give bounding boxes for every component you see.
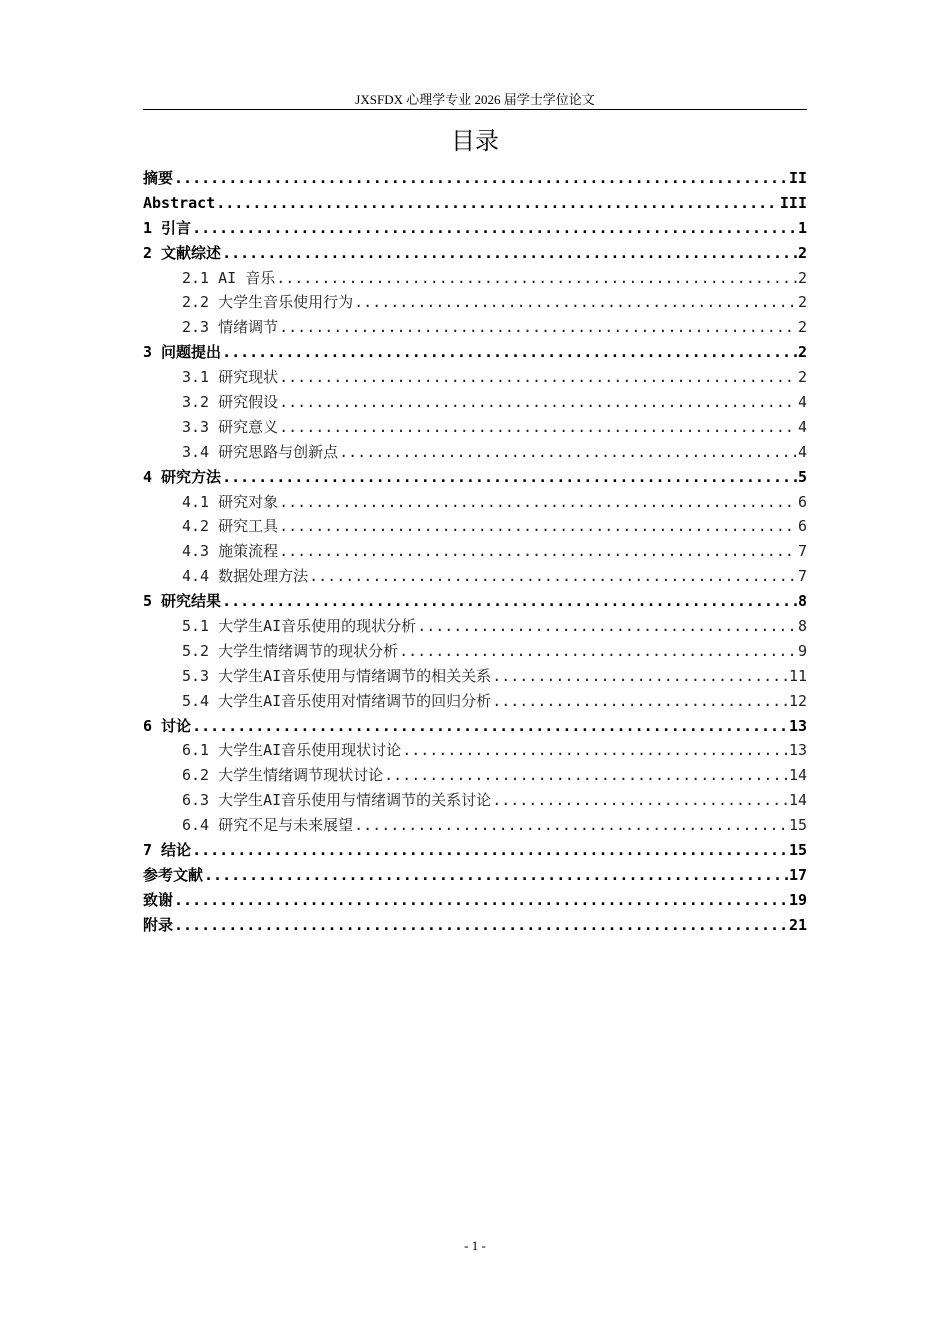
toc-entry-chapter[interactable] (143, 465, 807, 490)
toc-entry-section[interactable] (143, 614, 807, 639)
dot-leader (399, 639, 797, 664)
dot-leader (222, 241, 797, 266)
dot-leader (192, 838, 788, 863)
toc-entry-chapter[interactable] (143, 838, 807, 863)
toc-entry-label: 6.4 研究不足与未来展望 (182, 816, 354, 835)
toc-entry-label: 5.4 大学生AI音乐使用对情绪调节的回归分析 (182, 691, 492, 710)
toc-entry-section[interactable] (143, 639, 807, 664)
toc-entry-label: 2.2 大学生音乐使用行为 (182, 293, 354, 312)
toc-entry-section[interactable] (143, 813, 807, 838)
toc-entry-page: 2 (797, 293, 807, 312)
toc-entry-label: 3.2 研究假设 (182, 393, 279, 412)
dot-leader (492, 788, 788, 813)
toc-entry-page: 6 (797, 492, 807, 511)
dot-leader (279, 539, 797, 564)
toc-entry-page: 8 (797, 592, 807, 611)
dot-leader (174, 888, 788, 913)
toc-entry-page: 7 (797, 542, 807, 561)
toc-entry-page: 4 (797, 417, 807, 436)
toc-entry-page: 1 (797, 218, 807, 237)
toc-entry-section[interactable] (143, 390, 807, 415)
toc-entry-page: 17 (788, 865, 807, 884)
toc-entry-chapter[interactable] (143, 191, 807, 216)
dot-leader (402, 738, 788, 763)
toc-entry-section[interactable] (143, 290, 807, 315)
dot-leader (192, 216, 797, 241)
toc-entry-chapter[interactable] (143, 888, 807, 913)
toc-entry-page: 2 (797, 318, 807, 337)
running-header: JXSFDX 心理学专业 2026 届学士学位论文 (355, 92, 595, 107)
dot-leader (279, 514, 797, 539)
toc-entry-chapter[interactable] (143, 340, 807, 365)
toc-entry-section[interactable] (143, 490, 807, 515)
toc-entry-label: 6.1 大学生AI音乐使用现状讨论 (182, 741, 402, 760)
toc-entry-section[interactable] (143, 689, 807, 714)
toc-entry-label: 4.4 数据处理方法 (182, 567, 309, 586)
dot-leader (174, 913, 788, 938)
dot-leader (279, 390, 797, 415)
toc-entry-label: 3 问题提出 (143, 343, 222, 362)
toc-entry-page: 13 (788, 741, 807, 760)
toc-entry-page: 11 (788, 666, 807, 685)
toc-entry-chapter[interactable] (143, 241, 807, 266)
header-rule (143, 109, 807, 110)
toc-entry-label: 5.1 大学生AI音乐使用的现状分析 (182, 617, 417, 636)
toc-entry-chapter[interactable] (143, 166, 807, 191)
toc-entry-page: 13 (788, 716, 807, 735)
dot-leader (279, 365, 797, 390)
dot-leader (276, 266, 797, 291)
toc-entry-page: 2 (797, 343, 807, 362)
toc-entry-label: 6 讨论 (143, 716, 192, 735)
dot-leader (492, 664, 788, 689)
dot-leader (216, 191, 779, 216)
toc-entry-label: 2 文献综述 (143, 243, 222, 262)
dot-leader (192, 714, 788, 739)
toc-entry-page: 4 (797, 442, 807, 461)
toc-entry-section[interactable] (143, 664, 807, 689)
toc-entry-label: 摘要 (143, 169, 174, 187)
toc-entry-section[interactable] (143, 738, 807, 763)
toc-entry-section[interactable] (143, 763, 807, 788)
toc-entry-page: 4 (797, 393, 807, 412)
toc-entry-chapter[interactable] (143, 913, 807, 938)
toc-entry-chapter[interactable] (143, 714, 807, 739)
toc-entry-label: 附录 (143, 915, 174, 934)
toc-entry-page: 15 (788, 816, 807, 835)
toc-entry-page: 14 (788, 766, 807, 785)
dot-leader (339, 440, 797, 465)
toc-entry-label: 7 结论 (143, 841, 192, 860)
toc-entry-section[interactable] (143, 788, 807, 813)
dot-leader (417, 614, 797, 639)
toc-entry-section[interactable] (143, 365, 807, 390)
toc-entry-label: 参考文献 (143, 865, 204, 884)
toc-entry-label: Abstract (143, 193, 216, 212)
page-number: - 1 - (464, 1238, 486, 1253)
toc-entry-page: 2 (797, 368, 807, 387)
dot-leader (222, 589, 797, 614)
dot-leader (492, 689, 788, 714)
toc-entry-section[interactable] (143, 266, 807, 291)
toc-entry-page: 19 (788, 890, 807, 909)
toc-entry-section[interactable] (143, 564, 807, 589)
toc-entry-page: 21 (788, 915, 807, 934)
toc-entry-label: 4.3 施策流程 (182, 542, 279, 561)
dot-leader (354, 290, 797, 315)
dot-leader (174, 166, 788, 191)
toc-entry-label: 2.1 AI 音乐 (182, 268, 276, 287)
toc-entry-label: 6.2 大学生情绪调节现状讨论 (182, 766, 384, 785)
toc-entry-label: 5 研究结果 (143, 592, 222, 611)
toc-entry-section[interactable] (143, 315, 807, 340)
toc-entry-chapter[interactable] (143, 863, 807, 888)
dot-leader (222, 340, 797, 365)
dot-leader (279, 415, 797, 440)
toc-entry-section[interactable] (143, 440, 807, 465)
dot-leader (222, 465, 797, 490)
toc-entry-label: 1 引言 (143, 218, 192, 237)
dot-leader (279, 315, 797, 340)
toc-entry-chapter[interactable] (143, 216, 807, 241)
toc-entry-label: 5.2 大学生情绪调节的现状分析 (182, 641, 399, 660)
toc-entry-page: 5 (797, 467, 807, 486)
dot-leader (384, 763, 788, 788)
toc-entry-page: 12 (788, 691, 807, 710)
toc-entry-label: 4 研究方法 (143, 467, 222, 486)
table-of-contents (143, 166, 807, 938)
toc-entry-label: 致谢 (143, 890, 174, 909)
toc-entry-label: 5.3 大学生AI音乐使用与情绪调节的相关关系 (182, 666, 492, 685)
toc-entry-section[interactable] (143, 415, 807, 440)
toc-entry-label: 3.1 研究现状 (182, 368, 279, 387)
toc-entry-page: 7 (797, 567, 807, 586)
toc-entry-section[interactable] (143, 514, 807, 539)
toc-entry-section[interactable] (143, 539, 807, 564)
toc-title: 目录 (451, 127, 499, 155)
dot-leader (279, 490, 797, 515)
dot-leader (204, 863, 788, 888)
toc-entry-page: III (779, 193, 807, 212)
toc-entry-label: 4.1 研究对象 (182, 492, 279, 511)
toc-entry-chapter[interactable] (143, 589, 807, 614)
toc-entry-label: 3.4 研究思路与创新点 (182, 442, 339, 461)
toc-entry-label: 2.3 情绪调节 (182, 318, 279, 337)
toc-entry-page: 15 (788, 841, 807, 860)
toc-entry-page: 2 (797, 268, 807, 287)
toc-entry-page: 9 (797, 641, 807, 660)
toc-entry-page: 6 (797, 517, 807, 536)
dot-leader (354, 813, 788, 838)
toc-entry-label: 3.3 研究意义 (182, 417, 279, 436)
toc-entry-page: 8 (797, 617, 807, 636)
toc-entry-label: 4.2 研究工具 (182, 517, 279, 536)
toc-entry-page: 14 (788, 791, 807, 810)
dot-leader (309, 564, 797, 589)
toc-entry-page: 2 (797, 243, 807, 262)
toc-entry-page: II (788, 169, 807, 187)
toc-entry-label: 6.3 大学生AI音乐使用与情绪调节的关系讨论 (182, 791, 492, 810)
